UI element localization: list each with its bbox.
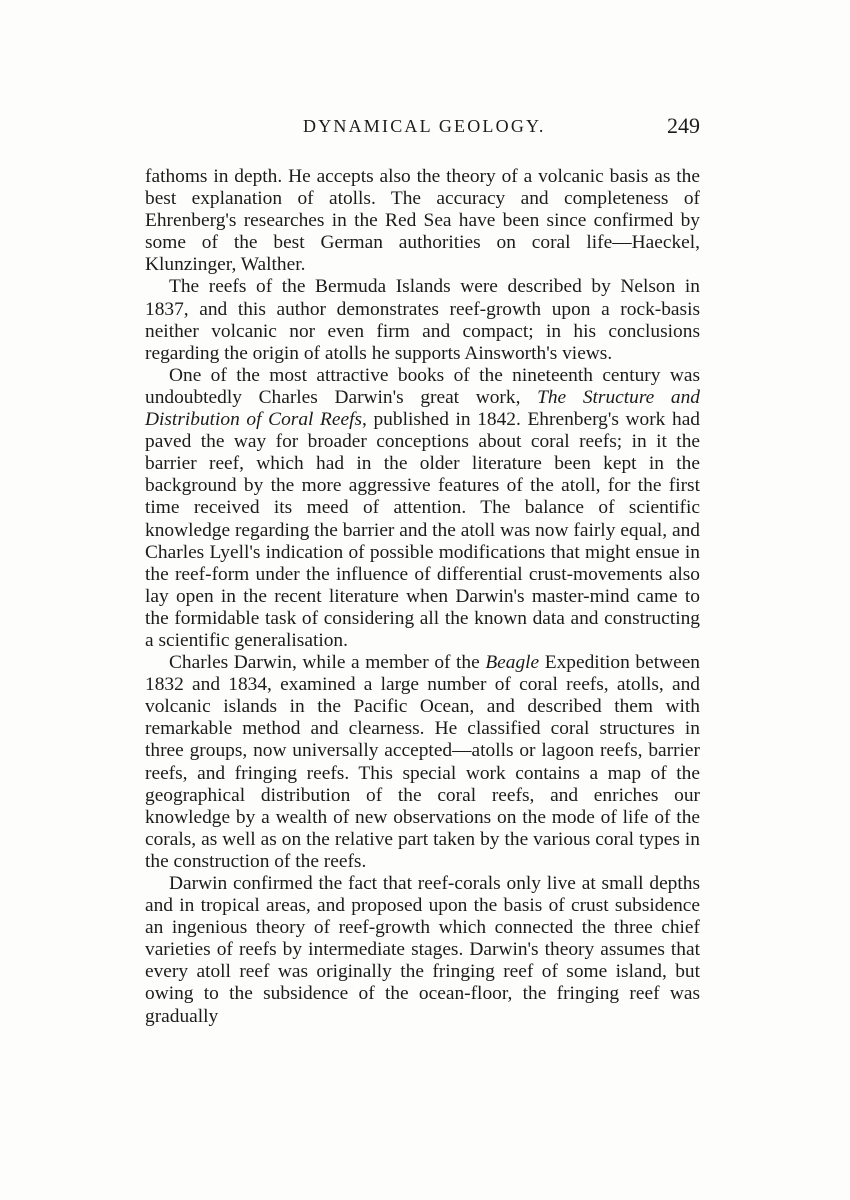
paragraph-4: [145, 652, 700, 873]
paragraph-5: [145, 873, 700, 1028]
paragraph-4-text-a: Charles Darwin, while a member of the: [169, 652, 486, 674]
paragraph-5-text: Darwin confirmed the fact that reef-corals only live at small depths and in tropical areas, and proposed upon the basis of crust subsidence an ingenious theory of reef-growth which connected the three chief varieties of reefs by intermediate stages. Darwin's theory assumes that every atoll reef was originally the fringing reef of some island, but owing to the subsidence of the ocean-floor, the fringing reef was gradually: [145, 873, 700, 1027]
running-head: [145, 113, 700, 146]
paragraph-3: [145, 365, 700, 652]
paragraph-2: [145, 276, 700, 364]
paragraph-3-text-b: , published in 1842. Ehrenberg's work had paved the way for broader conceptions about coral reefs; in it the barrier reef, which had in the older literature been kept in the background by the more aggressive features of the atoll, for the first time received its meed of attention. The balance of scientific knowledge regarding the barrier and the atoll was now fairly equal, and Charles Lyell's indication of possible modifications that might ensue in the reef-form under the influence of differential crust-movements also lay open in the recent literature when Darwin's master-mind came to the formidable task of considering all the known data and constructing a scientific generalisation.: [145, 409, 701, 651]
running-title: DYNAMICAL GEOLOGY.: [303, 116, 546, 136]
page-number: 249: [667, 113, 700, 138]
paragraph-4-text-b: Expedition between 1832 and 1834, examined a large number of coral reefs, atolls, and volcanic islands in the Pacific Ocean, and described them with remarkable method and clearness. He classified coral structures in three groups, now universally accepted—atolls or lagoon reefs, barrier reefs, and fringing reefs. This special work contains a map of the geographical distribution of the coral reefs, and enriches our knowledge by a wealth of new observations on the mode of life of the corals, as well as on the relative part taken by the various coral types in the construction of the reefs.: [145, 652, 700, 872]
body-text: [145, 166, 700, 1028]
paragraph-3-text-a: One of the most attractive books of the nineteenth century was undoubtedly Charles Darwin's great work,: [145, 364, 700, 408]
paragraph-1: [145, 166, 700, 276]
book-title-italic: The Structure and Distribution of Coral Reefs: [145, 386, 700, 431]
paragraph-1-text: fathoms in depth. He accepts also the theory of a volcanic basis as the best explanation of atolls. The accuracy and completeness of Ehrenberg's researches in the Red Sea have been since confirmed by some of the best German authorities on coral life—Haeckel, Klunzinger, Walther.: [145, 166, 700, 276]
paragraph-2-text: The reefs of the Bermuda Islands were described by Nelson in 1837, and this author demonstrates reef-growth upon a rock-basis neither volcanic nor even firm and compact; in his conclusions regarding the origin of atolls he supports Ainsworth's views.: [145, 276, 700, 364]
ship-name-italic: Beagle: [485, 652, 540, 674]
